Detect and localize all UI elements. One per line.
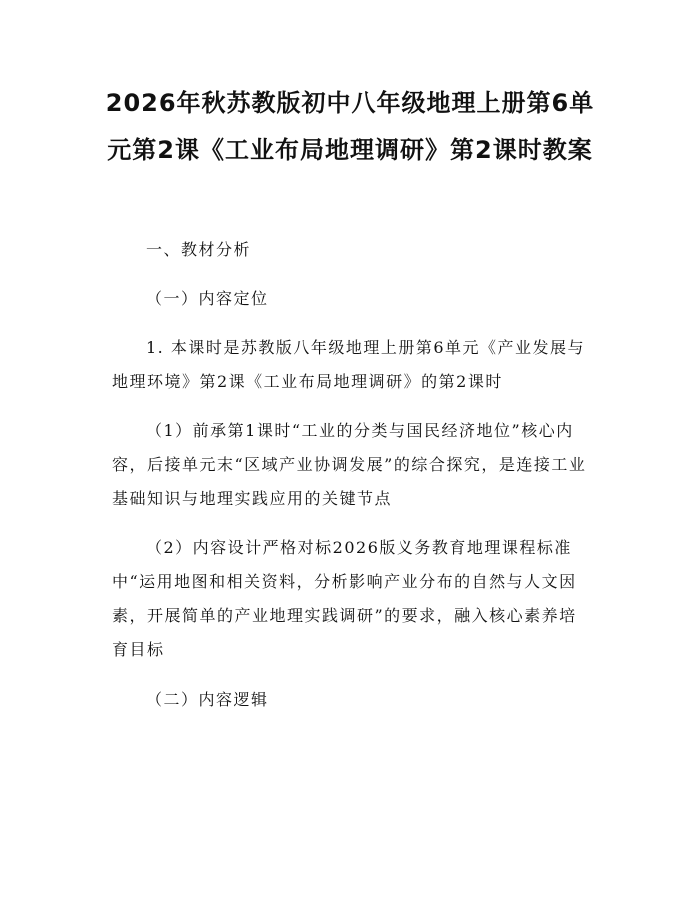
subsection-heading-content-logic: （二）内容逻辑 (146, 690, 269, 709)
document-title: 2026年秋苏教版初中八年级地理上册第6单元第2课《工业布局地理调研》第2课时教案 (105, 89, 595, 164)
section-heading-textbook-analysis: 一、教材分析 (146, 240, 252, 259)
paragraph-connection: （1）前承第1课时“工业的分类与国民经济地位”核心内容，后接单元末“区域产业协调发展”的综合探究，是连接工业基础知识与地理实践应用的关键节点 (112, 421, 587, 508)
subsection-heading-content-positioning: （一）内容定位 (146, 289, 269, 308)
paragraph-curriculum-standard: （2）内容设计严格对标2026版义务教育地理课程标准中“运用地图和相关资料，分析影响产业分布的自然与人文因素，开展简单的产业地理实践调研”的要求，融入核心素养培育目标 (112, 538, 577, 659)
paragraph-lesson-position: 1. 本课时是苏教版八年级地理上册第6单元《产业发展与地理环境》第2课《工业布局地理调研》的第2课时 (112, 338, 586, 391)
